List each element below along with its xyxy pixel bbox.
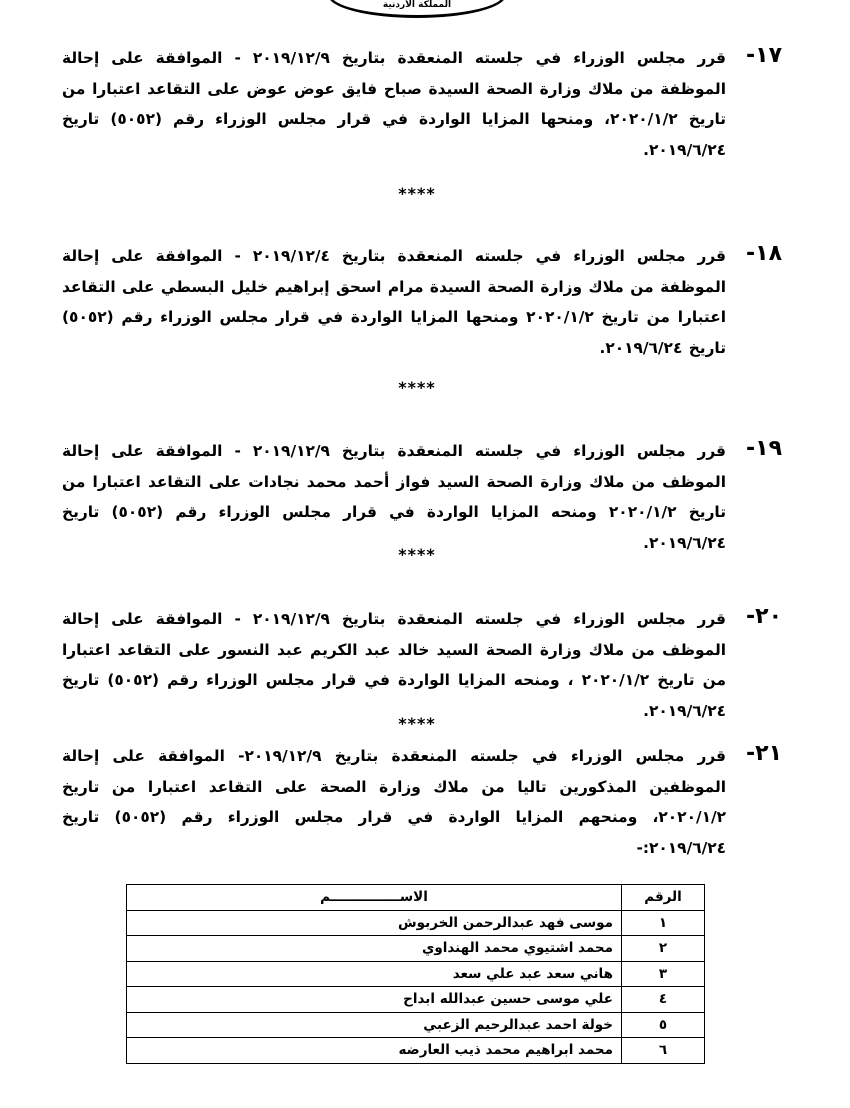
- table-row: [127, 910, 705, 936]
- header-name: الاســـــــــــــــم: [127, 885, 622, 911]
- row-name: علي موسى حسين عبدالله ابداح: [127, 987, 622, 1013]
- decision-item-19: [62, 436, 782, 556]
- item-text: قرر مجلس الوزراء في جلسته المنعقدة بتاريخ ٢٠١٩/١٢/٩ - الموافقة على إحالة الموظف من ملاك وزارة الصحة السيد خالد عبد الكريم عبد النسور على التقاعد اعتبارا من تاريخ ٢٠٢٠/١/٢ ، ومنحه المزايا الواردة في قرار مجلس الوزراء رقم (٥٠٥٢) تاريخ ٢٠١٩/٦/٢٤.: [62, 610, 727, 720]
- row-name: موسى فهد عبدالرحمن الخربوش: [127, 910, 622, 936]
- decision-item-20: [62, 604, 782, 724]
- item-number: ١٧-: [746, 43, 782, 68]
- separator: ****: [398, 184, 436, 203]
- row-name: خولة احمد عبدالرحيم الزعبي: [127, 1012, 622, 1038]
- decision-item-21: [62, 741, 782, 861]
- decision-item-18: [62, 241, 782, 361]
- table-row: [127, 987, 705, 1013]
- item-text: قرر مجلس الوزراء في جلسته المنعقدة بتاريخ ٢٠١٩/١٢/٩ - الموافقة على إحالة الموظف من ملاك وزارة الصحة السيد فواز أحمد محمد نجادات على التقاعد اعتبارا من تاريخ ٢٠٢٠/١/٢ ومنحه المزايا الواردة في قرار مجلس الوزراء رقم (٥٠٥٢) تاريخ ٢٠١٩/٦/٢٤.: [62, 442, 727, 552]
- row-number: ٣: [622, 961, 705, 987]
- row-number: ٢: [622, 936, 705, 962]
- employees-table: [126, 884, 705, 1064]
- row-name: محمد ابراهيم محمد ذيب العارضه: [127, 1038, 622, 1064]
- table-header-row: [127, 885, 705, 911]
- item-number: ١٩-: [746, 436, 782, 461]
- official-seal: [328, 0, 506, 18]
- table-row: [127, 936, 705, 962]
- item-text: قرر مجلس الوزراء في جلسته المنعقدة بتاريخ ٢٠١٩/١٢/٤ - الموافقة على إحالة الموظفة من ملاك وزارة الصحة السيدة مرام اسحق إبراهيم خليل البسطي على التقاعد اعتبارا من تاريخ ٢٠٢٠/١/٢ ومنحها المزايا الواردة في قرار مجلس الوزراء رقم (٥٠٥٢) تاريخ ٢٠١٩/٦/٢٤.: [62, 247, 727, 357]
- item-number: ٢١-: [746, 741, 782, 766]
- table-row: [127, 1038, 705, 1064]
- decision-item-17: [62, 43, 782, 163]
- row-name: هاني سعد عبد علي سعد: [127, 961, 622, 987]
- separator: ****: [398, 545, 436, 564]
- row-name: محمد اشتيوي محمد الهنداوي: [127, 936, 622, 962]
- item-text: قرر مجلس الوزراء في جلسته المنعقدة بتاريخ ٢٠١٩/١٢/٩ - الموافقة على إحالة الموظفة من ملاك وزارة الصحة السيدة صباح فايق عوض عوض على التقاعد اعتبارا من تاريخ ٢٠٢٠/١/٢، ومنحها المزايا الواردة في قرار مجلس الوزراء رقم (٥٠٥٢) تاريخ ٢٠١٩/٦/٢٤.: [62, 49, 727, 159]
- separator: ****: [398, 378, 436, 397]
- row-number: ٦: [622, 1038, 705, 1064]
- item-number: ٢٠-: [746, 604, 782, 629]
- seal-text: ﺍﻟﻤﻤﻠﻜﺔ ﺍﻷﺭﺩﻧﻴﺔ: [382, 0, 452, 10]
- row-number: ١: [622, 910, 705, 936]
- header-number: الرقم: [622, 885, 705, 911]
- row-number: ٥: [622, 1012, 705, 1038]
- item-text: قرر مجلس الوزراء في جلسته المنعقدة بتاريخ ٢٠١٩/١٢/٩- الموافقة على إحالة الموظفين المذكورين تاليا من ملاك وزارة الصحة على التقاعد اعتبارا من تاريخ ٢٠٢٠/١/٢، ومنحهم المزايا الواردة في قرار مجلس الوزراء رقم (٥٠٥٢) تاريخ ٢٠١٩/٦/٢٤:-: [62, 747, 727, 857]
- row-number: ٤: [622, 987, 705, 1013]
- table-row: [127, 961, 705, 987]
- table-row: [127, 1012, 705, 1038]
- separator: ****: [398, 714, 436, 733]
- item-number: ١٨-: [746, 241, 782, 266]
